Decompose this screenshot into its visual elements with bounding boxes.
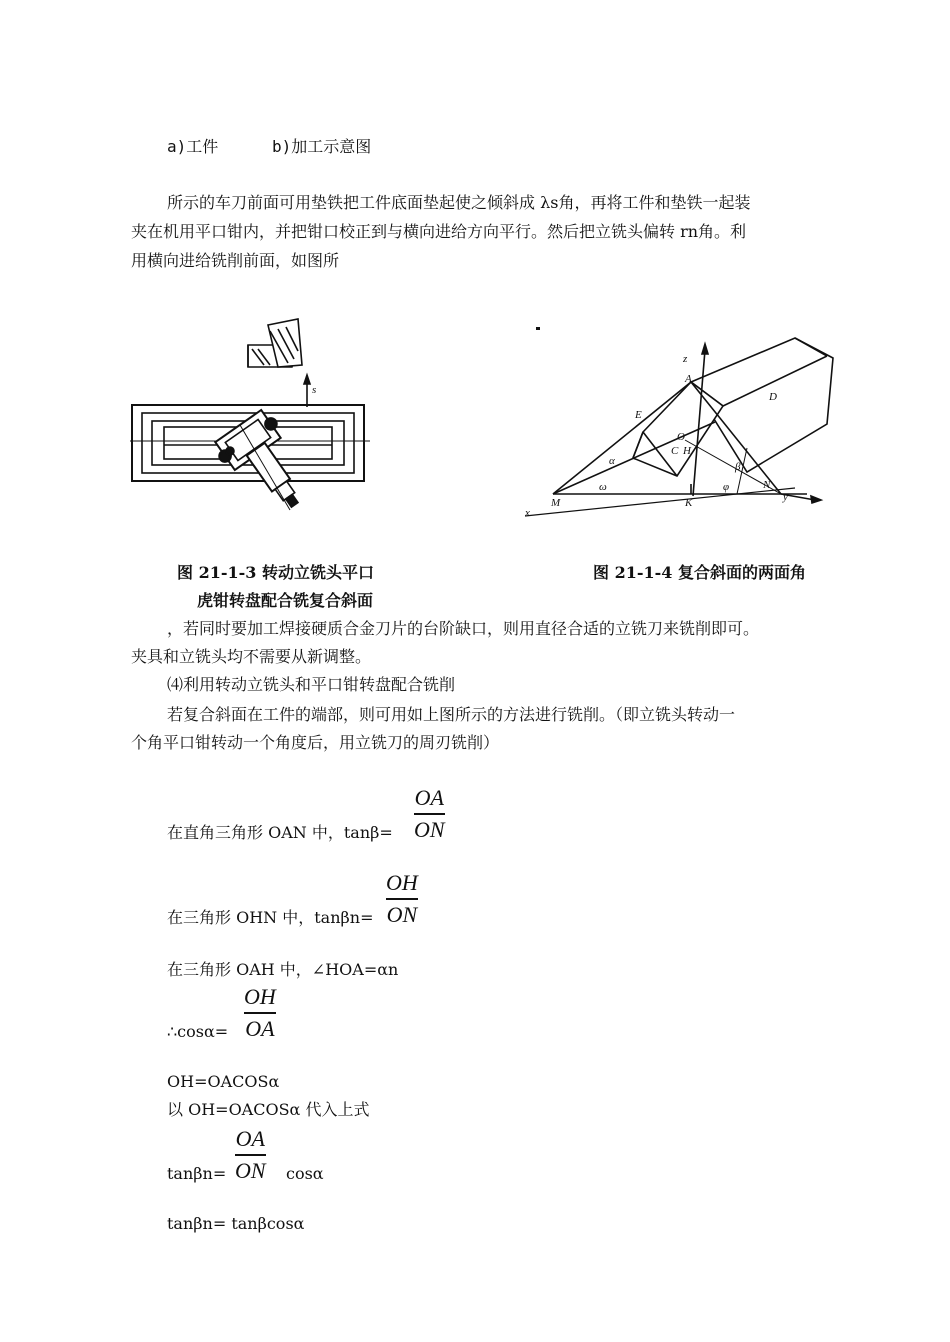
paragraph-line: ，若同时要加工焊接硬质合金刀片的台阶缺口，则用直径合适的立铣刀来铣削即可。 — [167, 619, 760, 638]
formula-text: 在三角形 OAH 中，∠HOA=αn — [167, 960, 399, 979]
label-alpha: α — [609, 455, 615, 467]
label-N: N — [763, 479, 771, 491]
label-phi: φ — [723, 481, 730, 493]
fraction — [235, 1126, 266, 1184]
paragraph-line: 夹具和立铣头均不需要从新调整。 — [131, 647, 372, 666]
label-K: K — [685, 497, 693, 509]
fraction — [386, 870, 418, 928]
label-x: x — [525, 507, 530, 519]
figure-caption: 图 21-1-3 转动立铣头平口 — [177, 563, 374, 582]
numerator: OH — [244, 984, 276, 1009]
fraction — [244, 984, 276, 1042]
denominator: ON — [235, 1157, 266, 1183]
figure-caption: 虎钳转盘配合铣复合斜面 — [197, 591, 374, 610]
denominator: ON — [386, 901, 418, 927]
numerator: OH — [386, 870, 418, 895]
label-s: s — [312, 384, 317, 396]
formula-text: ∴cosα= — [167, 1022, 229, 1041]
subcaption-a: a)工件 — [167, 137, 219, 156]
subcaption-b: b)加工示意图 — [272, 137, 372, 156]
numerator: OA — [235, 1126, 265, 1151]
denominator: OA — [245, 1015, 275, 1041]
fraction — [414, 785, 445, 843]
fraction-bar — [244, 1012, 276, 1014]
formula-text: 在三角形 OHN 中，tanβn= — [167, 908, 374, 927]
formula-text: 以 OH=OACOSα 代入上式 — [167, 1100, 370, 1119]
label-y: y — [783, 491, 788, 503]
label-O: O — [677, 431, 685, 443]
formula-text: tanβn= tanβcosα — [167, 1214, 305, 1233]
label-C: C — [671, 445, 679, 457]
label-omega: ω — [599, 481, 607, 493]
formula-text: cosα — [286, 1164, 324, 1183]
paragraph-line: 若复合斜面在工件的端部，则可用如上图所示的方法进行铣削。（即立铣头转动一 — [167, 705, 736, 724]
figure-21-1-4 — [525, 320, 855, 520]
label-M: M — [551, 497, 561, 509]
paragraph-line: 个角平口钳转动一个角度后，用立铣刀的周刃铣削） — [131, 733, 500, 752]
figure-21-1-3 — [130, 305, 370, 515]
paragraph-line: 夹在机用平口钳内，并把钳口校正到与横向进给方向平行。然后把立铣头偏转 rn角。利 — [131, 222, 747, 241]
paragraph-line: 用横向进给铣削前面，如图所 — [131, 251, 340, 270]
formula-text: OH=OACOSα — [167, 1072, 280, 1091]
fraction-bar — [414, 813, 445, 815]
fraction-bar — [386, 898, 418, 900]
label-H: H — [683, 445, 691, 457]
numerator: OA — [414, 785, 444, 810]
formula-text: tanβn= — [167, 1164, 227, 1183]
label-E: E — [635, 409, 642, 421]
formula-text: 在直角三角形 OAN 中，tanβ= — [167, 823, 393, 842]
denominator: ON — [414, 816, 445, 842]
label-beta: β — [735, 461, 741, 473]
figure-caption: 图 21-1-4 复合斜面的两面角 — [593, 563, 806, 582]
fraction-bar — [235, 1154, 266, 1156]
label-z: z — [683, 353, 688, 365]
section-heading: ⑷利用转动立铣头和平口钳转盘配合铣削 — [167, 675, 456, 694]
label-A: A — [685, 373, 692, 385]
label-D: D — [769, 391, 777, 403]
paragraph-line: 所示的车刀前面可用垫铁把工件底面垫起使之倾斜成 λs角，再将工件和垫铁一起装 — [167, 193, 751, 212]
